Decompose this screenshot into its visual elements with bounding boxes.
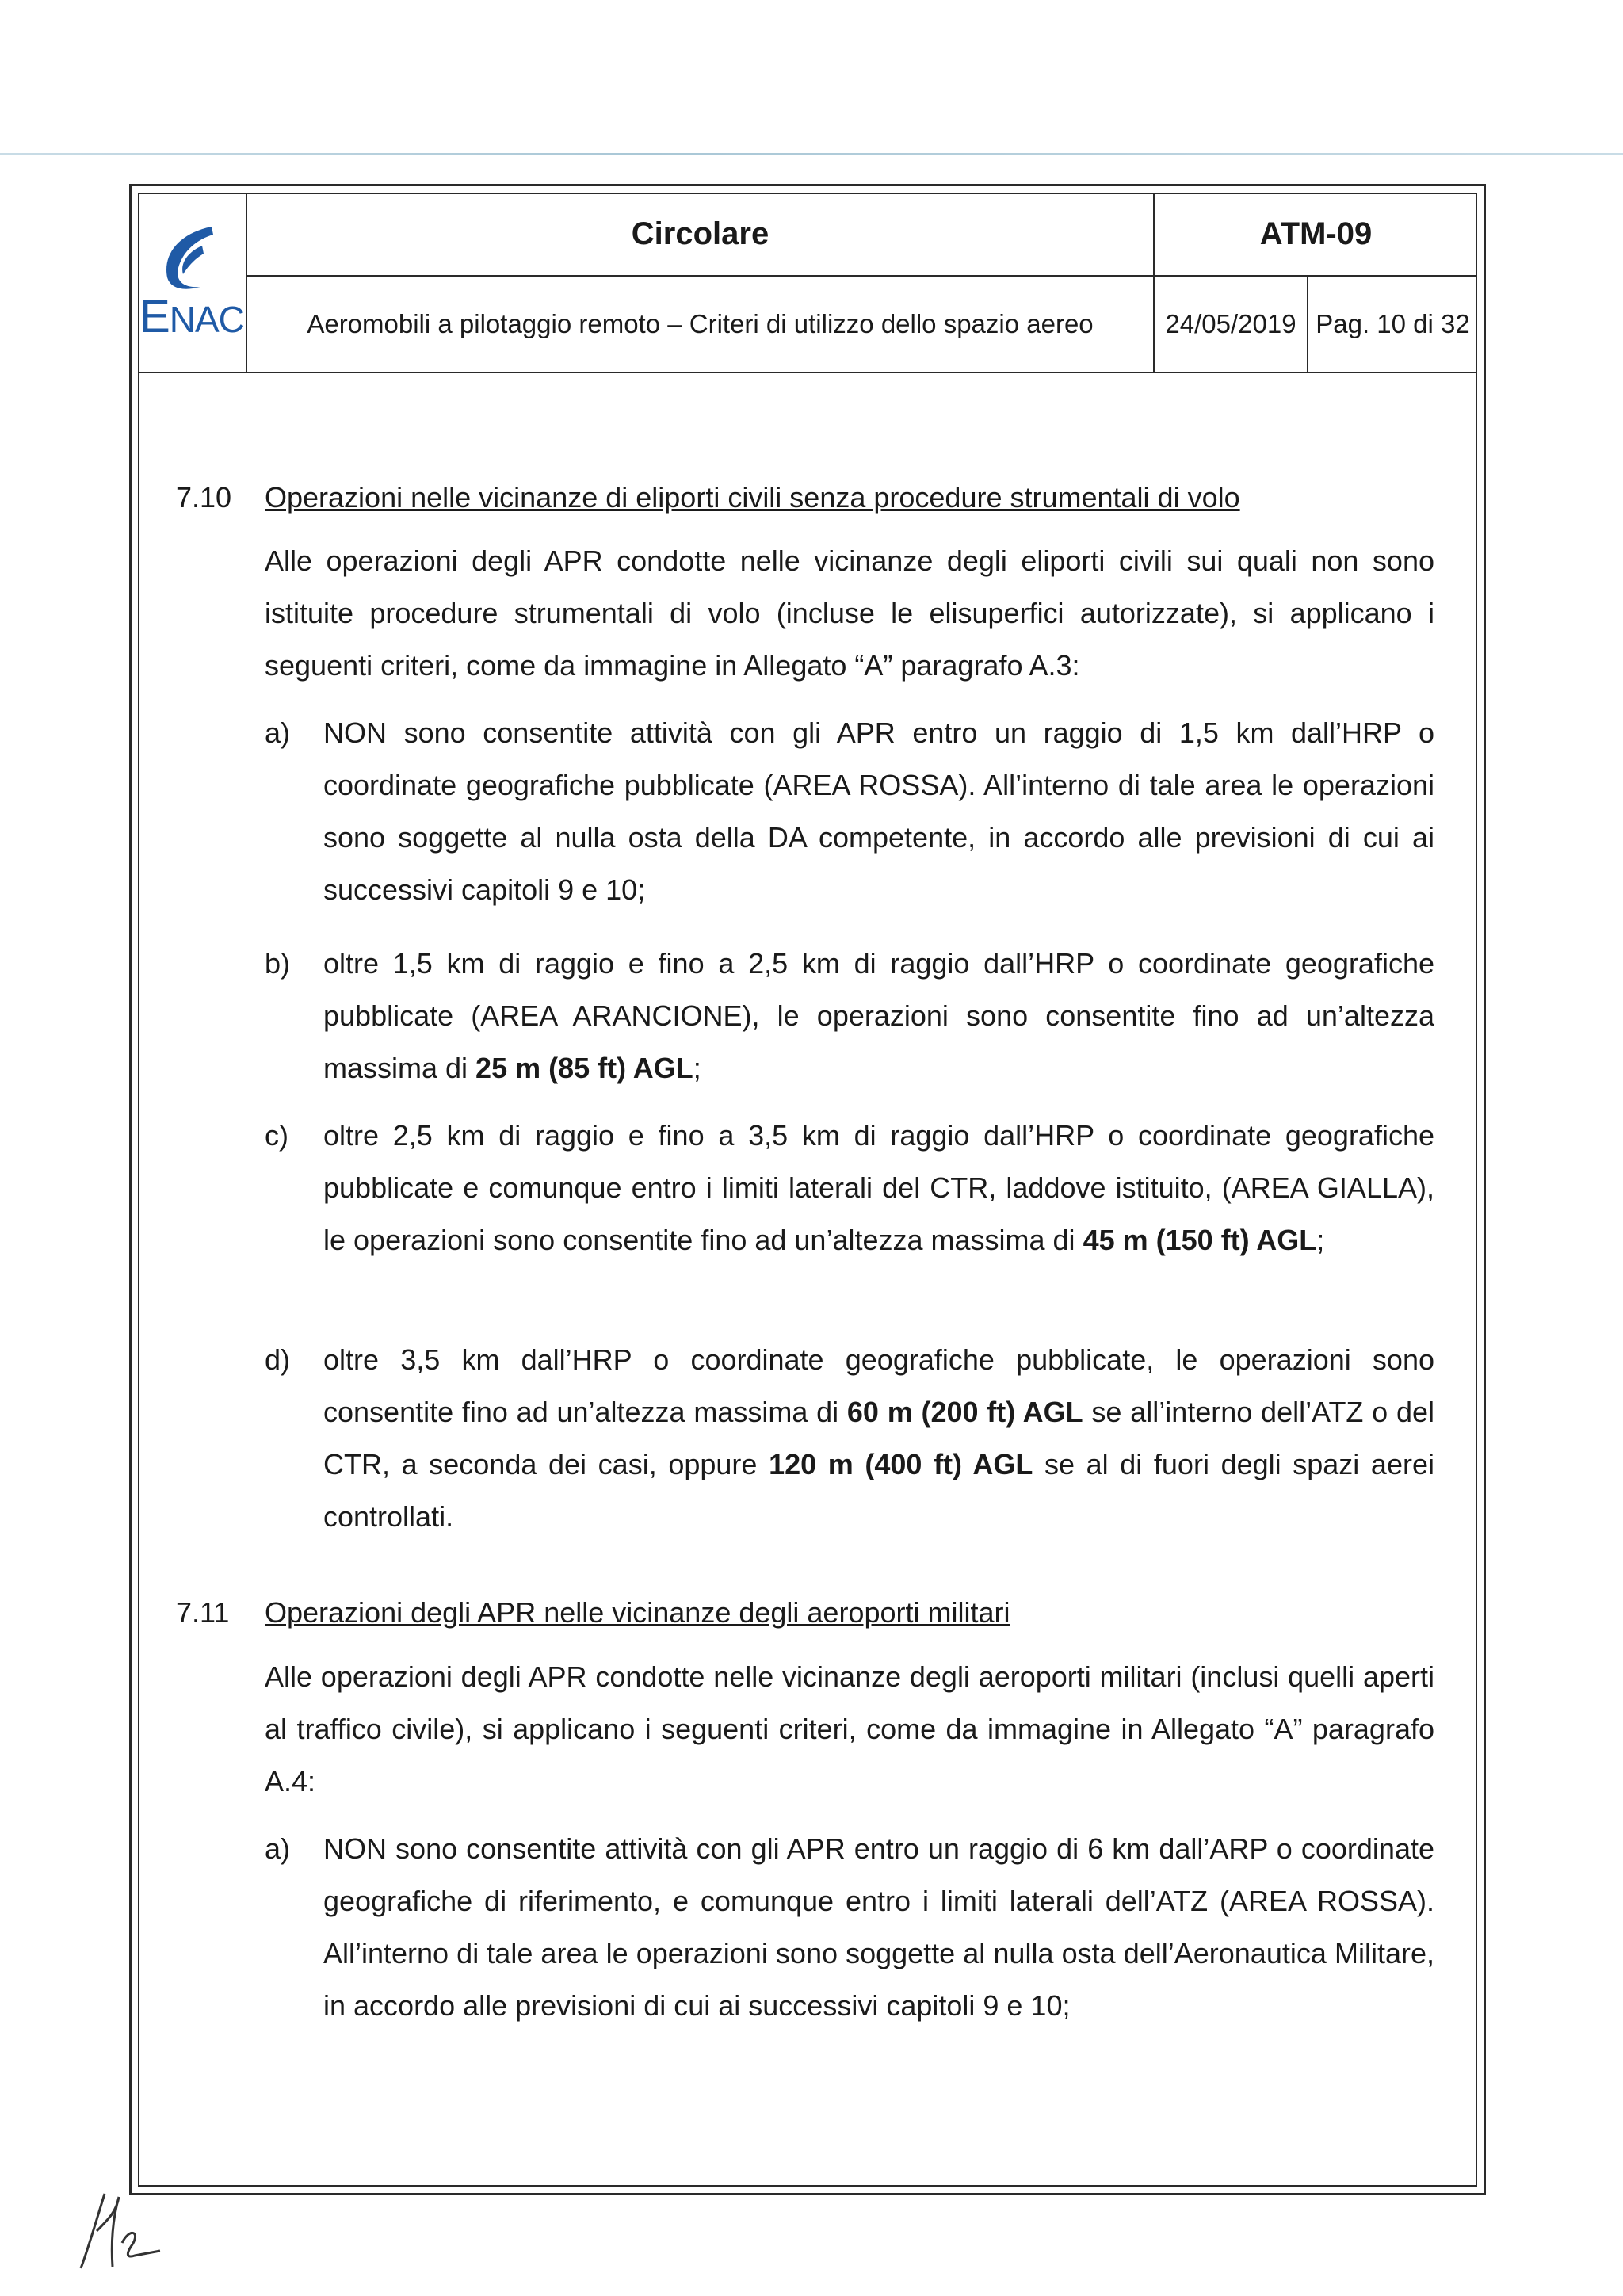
section-heading-7-11 xyxy=(176,1587,1010,1639)
section-number: 7.11 xyxy=(176,1596,230,1629)
altitude-limit: 45 m (150 ft) AGL xyxy=(1083,1224,1317,1256)
section-number: 7.10 xyxy=(176,481,232,514)
page-number: Pag. 10 di 32 xyxy=(1316,309,1470,338)
list-item-text: oltre 1,5 km di raggio e fino a 2,5 km di raggio dall’HRP o coordinate geografiche pubblicate (AREA ARANCIONE), le operazioni sono consentite fino ad un’altezza massima di 25 m (85 ft) AGL; xyxy=(323,947,1434,1084)
list-item-text: NON sono consentite attività con gli APR entro un raggio di 1,5 km dall’HRP o coordinate geografiche pubblicate (AREA ROSSA). All’interno di tale area le operazioni sono soggette al nulla osta della DA competente, in accordo alle previsioni di cui ai successivi capitoli 9 e 10; xyxy=(323,716,1434,906)
document-subtitle: Aeromobili a pilotaggio remoto – Criteri di utilizzo dello spazio aereo xyxy=(247,277,1155,372)
enac-swoosh-icon xyxy=(156,222,227,295)
list-item-text: oltre 2,5 km di raggio e fino a 3,5 km di raggio dall’HRP o coordinate geografiche pubblicate e comunque entro i limiti laterali del CTR, laddove istituito, (AREA GIALLA), le operazioni sono consentite fino ad un’altezza massima di 45 m (150 ft) AGL; xyxy=(323,1119,1434,1256)
scan-artifact-line xyxy=(0,153,1623,155)
list-item-label: c) xyxy=(265,1119,288,1152)
section-heading-7-10 xyxy=(176,472,1240,524)
section-intro-paragraph: Alle operazioni degli APR condotte nelle vicinanze degli aeroporti militari (inclusi quelli aperti al traffico civile), si applicano i seguenti criteri, come da immagine in Allegato “A” paragrafo A.4: xyxy=(265,1660,1434,1797)
list-item-label: b) xyxy=(265,947,291,980)
list-item-text: NON sono consentite attività con gli APR entro un raggio di 6 km dall’ARP o coordinate geografiche di riferimento, e comunque entro i limiti laterali dell’ATZ (AREA ROSSA). All’interno di tale area le operazioni sono soggette al nulla osta dell’Aeronautica Militare, in accordo alle previsioni di cui ai successivi capitoli 9 e 10; xyxy=(323,1832,1434,2022)
section-title: Operazioni degli APR nelle vicinanze degli aeroporti militari xyxy=(265,1596,1010,1629)
altitude-limit: 120 m (400 ft) AGL xyxy=(769,1448,1033,1480)
altitude-limit: 25 m (85 ft) AGL xyxy=(475,1052,693,1084)
document-type-title: Circolare xyxy=(247,193,1155,277)
list-item-label: d) xyxy=(265,1343,291,1376)
document-code: ATM-09 xyxy=(1155,193,1477,277)
section-title: Operazioni nelle vicinanze di eliporti civili senza procedure strumentali di volo xyxy=(265,481,1240,514)
enac-logo xyxy=(138,193,247,372)
list-item-label: a) xyxy=(265,1832,291,1865)
document-header-table xyxy=(138,193,1477,373)
document-date: 24/05/2019 xyxy=(1155,277,1308,372)
altitude-limit: 60 m (200 ft) AGL xyxy=(846,1396,1083,1428)
logo-wordmark: ENAC xyxy=(139,290,244,342)
list-item-label: a) xyxy=(265,716,291,749)
section-intro-paragraph: Alle operazioni degli APR condotte nelle vicinanze degli eliporti civili sui quali non sono istituite procedure strumentali di volo (incluse le elisuperfici autorizzate), si applicano i seguenti criteri, come da immagine in Allegato “A” paragrafo A.3: xyxy=(265,544,1434,682)
list-item-text: oltre 3,5 km dall’HRP o coordinate geografiche pubblicate, le operazioni sono consentite fino ad un’altezza massima di 60 m (200 ft) AGL se all’interno dell’ATZ o del CTR, a seconda dei casi, oppure 120 m (400 ft) AGL se al di fuori degli spazi aerei controllati. xyxy=(323,1343,1434,1533)
handwritten-initials-icon xyxy=(73,2187,168,2275)
